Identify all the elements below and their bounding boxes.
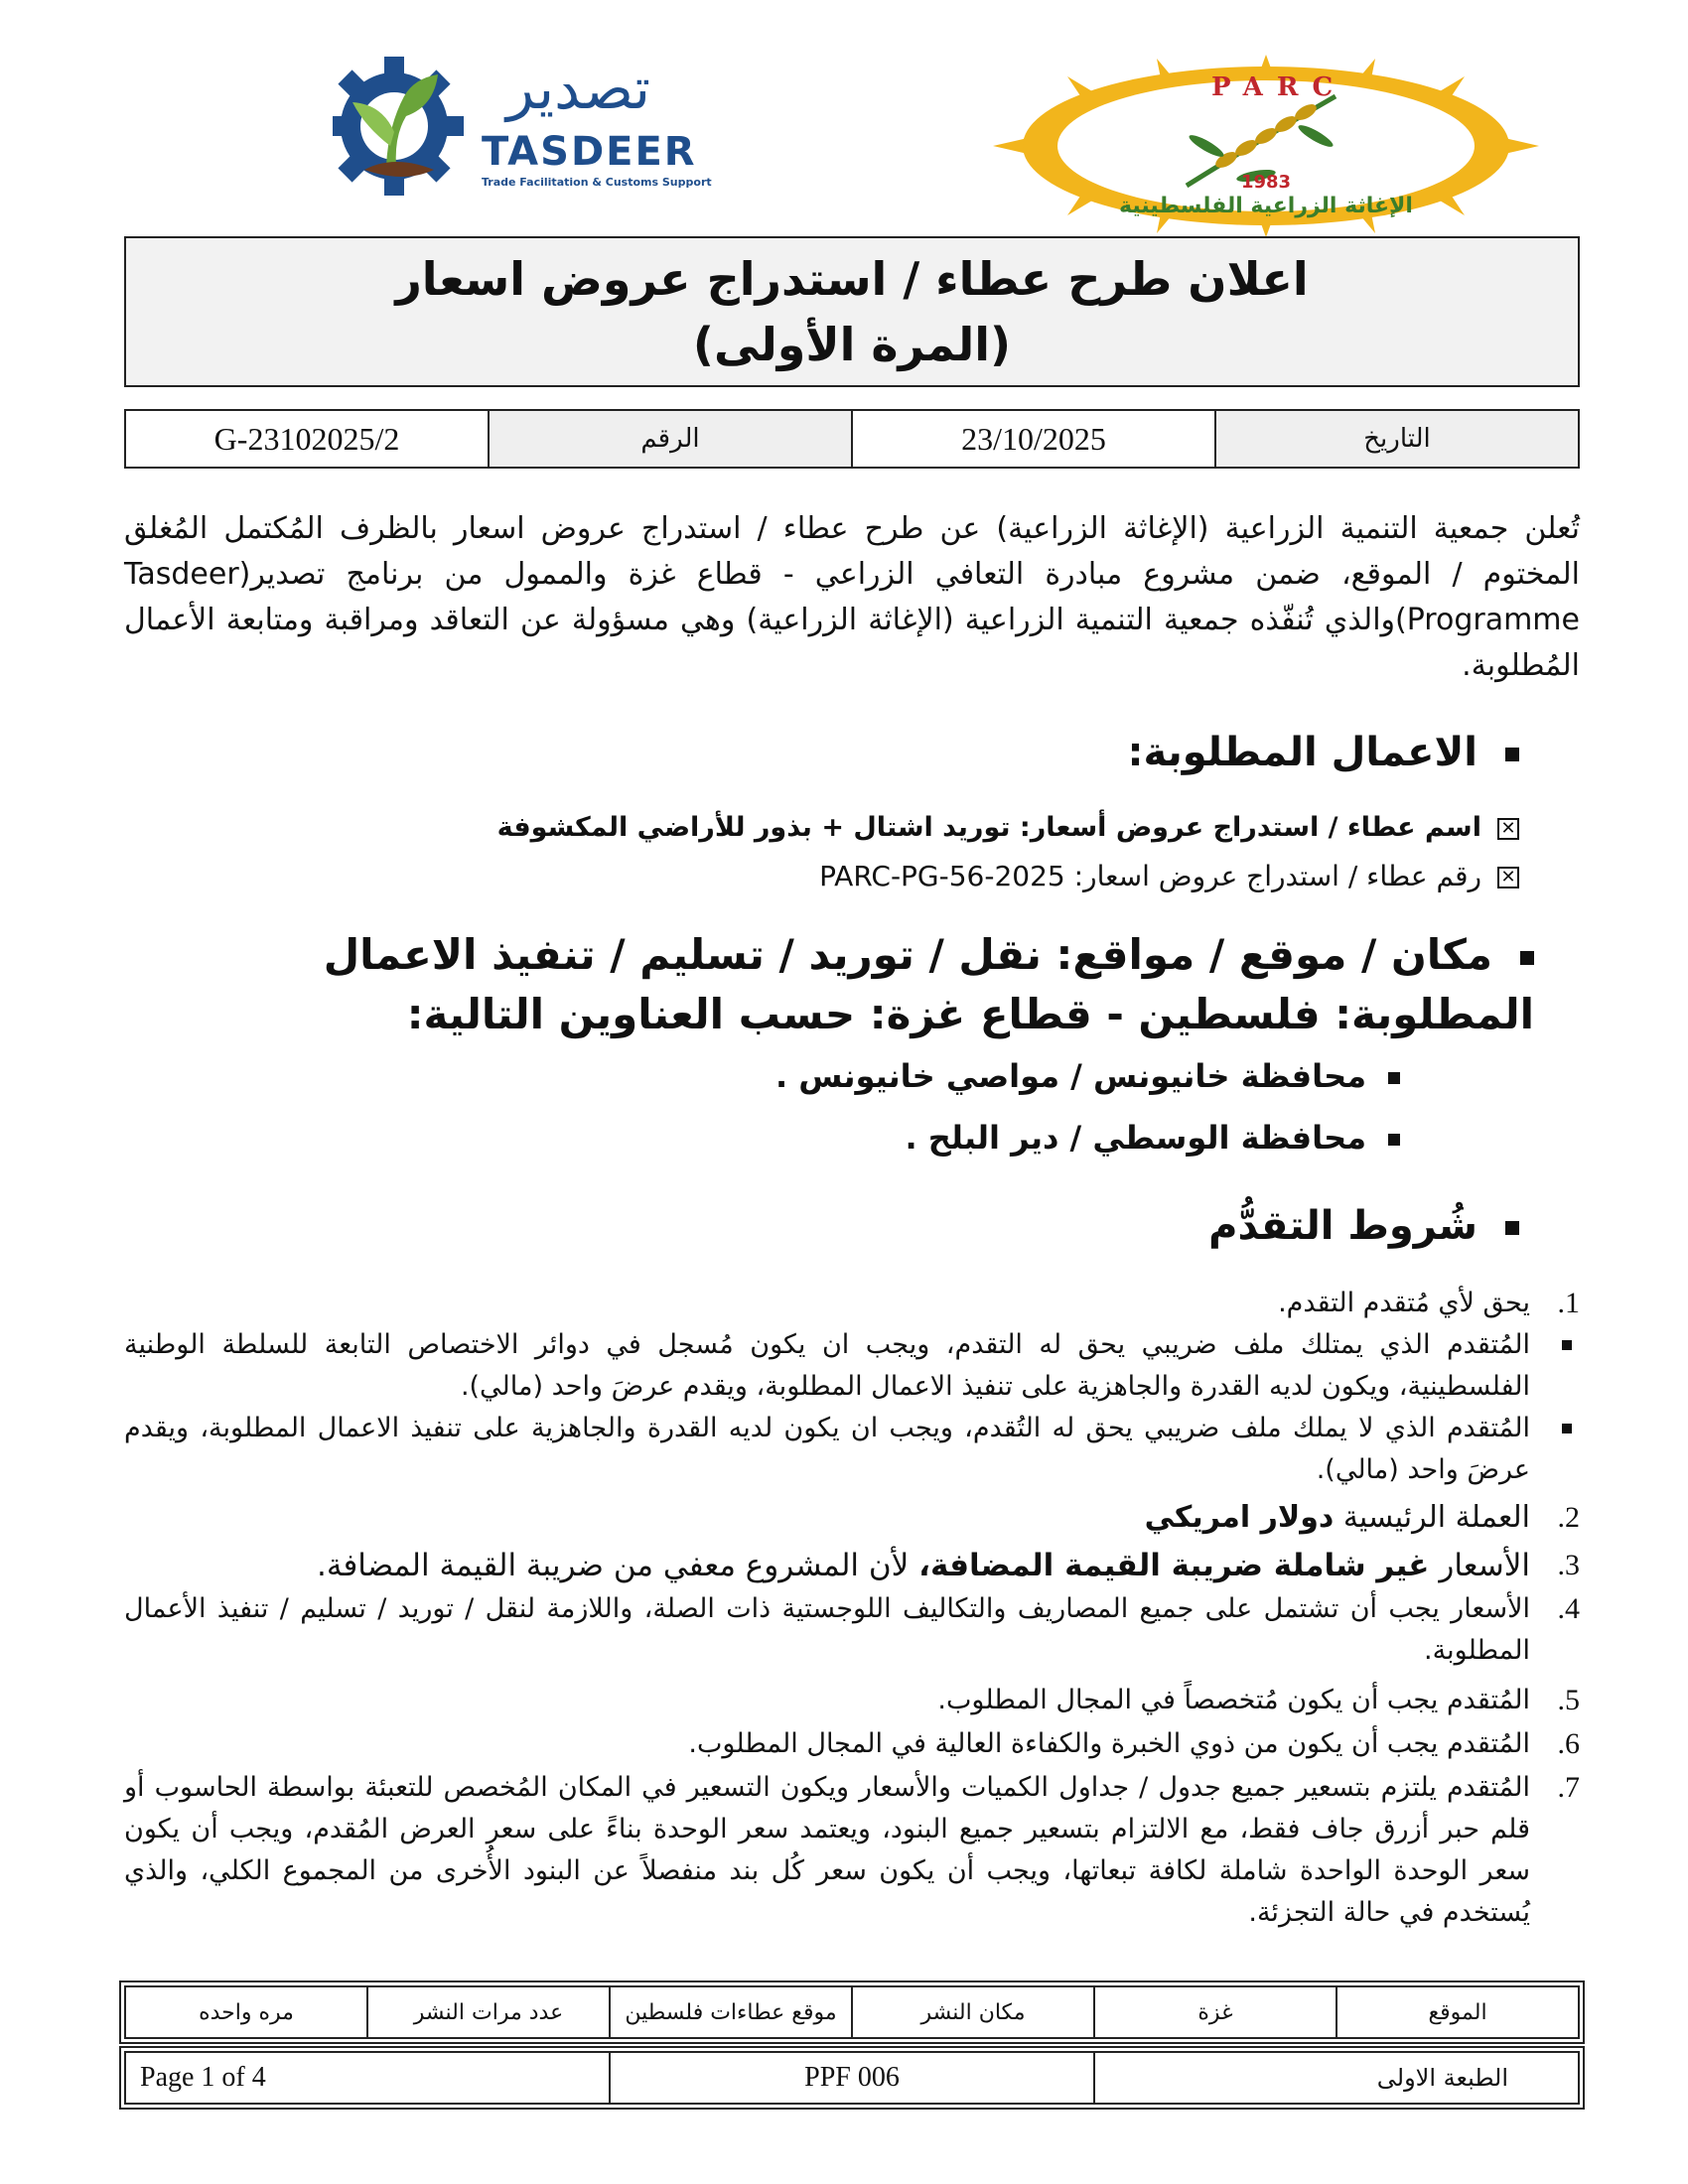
condition-text: المُتقدم يلتزم بتسعير جميع جدول / جداول الكميات والأسعار ويكون التسعير في المكان المُخصص للتعبئة بواسطة الحاسوب أو قلم حبر أزرق جاف فقط، مع الالتزام بتسعير جميع البنود، ويعتمد سعر الوحدة بناءً على سعر العرض المُقدم، ويجب أن يكون سعر الوحدة الواحدة شاملة لكافة تبعاتها، ويجب أن يكون سعر كُل بند منفصلاً عن البنود الأُخرى من المجموع الكلي، والذي يُستخدم في حالة التجزئة. bbox=[124, 1772, 1530, 1928]
condition-bullet bbox=[124, 1408, 1580, 1491]
conditions-heading-row bbox=[1208, 1203, 1519, 1249]
square-bullet-icon bbox=[1520, 951, 1534, 965]
tasdeer-arabic-name: تصدير bbox=[506, 55, 651, 122]
square-bullet-icon bbox=[1388, 1134, 1400, 1146]
parc-logo bbox=[988, 55, 1544, 238]
footer-cell: موقع عطاءات فلسطين bbox=[610, 1986, 852, 2038]
form-code-cell: PPF 006 bbox=[610, 2052, 1094, 2104]
edition-cell: الطبعة الاولى bbox=[1094, 2052, 1579, 2104]
number-value: G-23102025/2 bbox=[125, 410, 489, 468]
condition-text: يحق لأي مُتقدم التقدم. bbox=[1278, 1288, 1530, 1318]
works-heading-row bbox=[1128, 730, 1519, 775]
small-square-bullet-icon bbox=[1562, 1340, 1572, 1350]
condition-item bbox=[124, 1497, 1580, 1539]
condition-number: 7. bbox=[1557, 1771, 1580, 1804]
tender-name: اسم عطاء / استدراج عروض أسعار: توريد اشتال + بذور للأراضي المكشوفة bbox=[496, 812, 1481, 843]
tender-number: رقم عطاء / استدراج عروض اسعار: PARC-PG-56-2025 bbox=[819, 860, 1481, 892]
page-number-cell: Page 1 of 4 bbox=[125, 2052, 610, 2104]
document-info-table bbox=[124, 2051, 1580, 2105]
parc-arabic-name: الإغاثة الزراعية الفلسطينية bbox=[1119, 194, 1413, 218]
tasdeer-logo bbox=[333, 55, 720, 199]
footer-cell: عدد مرات النشر bbox=[367, 1986, 610, 2038]
announcement-title-box bbox=[124, 236, 1580, 387]
vat-exclusion: غير شاملة ضريبة القيمة المضافة، bbox=[918, 1548, 1430, 1583]
date-label: التاريخ bbox=[1215, 410, 1579, 468]
condition-number: 4. bbox=[1557, 1592, 1580, 1625]
square-bullet-icon bbox=[1505, 1221, 1519, 1235]
footer-cell: غزة bbox=[1094, 1986, 1336, 2038]
small-square-bullet-icon bbox=[1562, 1424, 1572, 1433]
condition-item bbox=[124, 1545, 1580, 1586]
condition-number: 3. bbox=[1557, 1549, 1580, 1581]
tender-number-row bbox=[819, 860, 1519, 892]
condition-text: المُتقدم يجب أن يكون مُتخصصاً في المجال المطلوب. bbox=[937, 1685, 1530, 1715]
publication-info-table bbox=[124, 1985, 1580, 2039]
condition-bullet-text: المُتقدم الذي لا يملك ملف ضريبي يحق له التُقدم، ويجب ان يكون لديه القدرة والجاهزية على تنفيذ الاعمال المطلوبة، ويقدم عرضَ واحد (مالي). bbox=[124, 1413, 1530, 1485]
tasdeer-latin-name: TASDEER bbox=[482, 129, 697, 175]
condition-text: الأسعار يجب أن تشتمل على جميع المصاريف والتكاليف اللوجستية ذات الصلة، واللازمة لنقل / توريد / تسليم / تنفيذ الأعمال المطلوبة. bbox=[124, 1593, 1530, 1666]
vat-exemption-note: لأن المشروع معفي من ضريبة القيمة المضافة. bbox=[316, 1548, 910, 1583]
condition-number: 5. bbox=[1557, 1684, 1580, 1716]
footer-cell: مكان النشر bbox=[852, 1986, 1094, 2038]
currency-value: دولار امريكي bbox=[1144, 1500, 1335, 1535]
condition-number: 1. bbox=[1557, 1287, 1580, 1319]
announcement-subtitle: (المرة الأولى) bbox=[692, 318, 1012, 371]
works-heading: الاعمال المطلوبة: bbox=[1127, 730, 1477, 775]
condition-bullet bbox=[124, 1324, 1580, 1408]
condition-item bbox=[124, 1283, 1580, 1324]
square-bullet-icon bbox=[1505, 748, 1519, 761]
parc-year: 1983 bbox=[1240, 172, 1292, 193]
location-text: محافظة الوسطي / دير البلح . bbox=[905, 1119, 1366, 1157]
number-label: الرقم bbox=[489, 410, 852, 468]
condition-item bbox=[124, 1588, 1580, 1672]
place-heading-row bbox=[124, 925, 1534, 1044]
condition-number: 2. bbox=[1557, 1501, 1580, 1534]
condition-number: 6. bbox=[1557, 1727, 1580, 1760]
location-item bbox=[905, 1119, 1400, 1157]
currency-label: العملة الرئيسية bbox=[1342, 1500, 1530, 1535]
conditions-heading: شُروط التقدُّم bbox=[1208, 1203, 1477, 1249]
tasdeer-tagline: Trade Facilitation & Customs Support bbox=[482, 176, 712, 189]
condition-text: المُتقدم يجب أن يكون من ذوي الخبرة والكفاءة العالية في المجال المطلوب. bbox=[688, 1728, 1530, 1759]
square-bullet-icon bbox=[1388, 1072, 1400, 1084]
parc-acronym: PARC bbox=[1211, 72, 1347, 102]
condition-item bbox=[124, 1723, 1580, 1765]
condition-bullet-text: المُتقدم الذي يمتلك ملف ضريبي يحق له التقدم، ويجب ان يكون مُسجل في دوائر الاختصاص التابعة للسلطة الوطنية الفلسطينية، ويكون لديه القدرة والجاهزية على تنفيذ الاعمال المطلوبة، ويقدم عرضَ واحد (مالي). bbox=[124, 1329, 1530, 1402]
condition-item bbox=[124, 1680, 1580, 1721]
footer-cell: الموقع bbox=[1336, 1986, 1579, 2038]
reference-table bbox=[124, 409, 1580, 469]
footer-cell: مره واحده bbox=[125, 1986, 367, 2038]
announcement-title: اعلان طرح عطاء / استدراج عروض اسعار bbox=[395, 252, 1309, 306]
condition-item bbox=[124, 1767, 1580, 1934]
checked-box-icon: ✕ bbox=[1497, 818, 1519, 840]
location-item bbox=[775, 1057, 1400, 1095]
tender-name-row bbox=[497, 812, 1519, 843]
place-heading: مكان / موقع / مواقع: نقل / توريد / تسليم / تنفيذ الاعمال المطلوبة: فلسطين - قطاع غزة: حسب العناوين التالية: bbox=[323, 930, 1534, 1038]
prices-label: الأسعار bbox=[1439, 1548, 1530, 1583]
location-text: محافظة خانيونس / مواصي خانيونس . bbox=[774, 1057, 1366, 1095]
date-value: 23/10/2025 bbox=[852, 410, 1215, 468]
intro-paragraph: تُعلن جمعية التنمية الزراعية (الإغاثة الزراعية) عن طرح عطاء / استدراج عروض اسعار بالظرف المُكتمل المُغلق المختوم / الموقع، ضمن مشروع مبادرة التعافي الزراعي - قطاع غزة والممول من برنامج تصدير(Tasdeer Programme)والذي تُنفّذه جمعية التنمية الزراعية (الإغاثة الزراعية) وهي مسؤولة عن التعاقد ومراقبة ومتابعة الأعمال المُطلوبة. bbox=[124, 511, 1580, 683]
checked-box-icon: ✕ bbox=[1497, 867, 1519, 888]
